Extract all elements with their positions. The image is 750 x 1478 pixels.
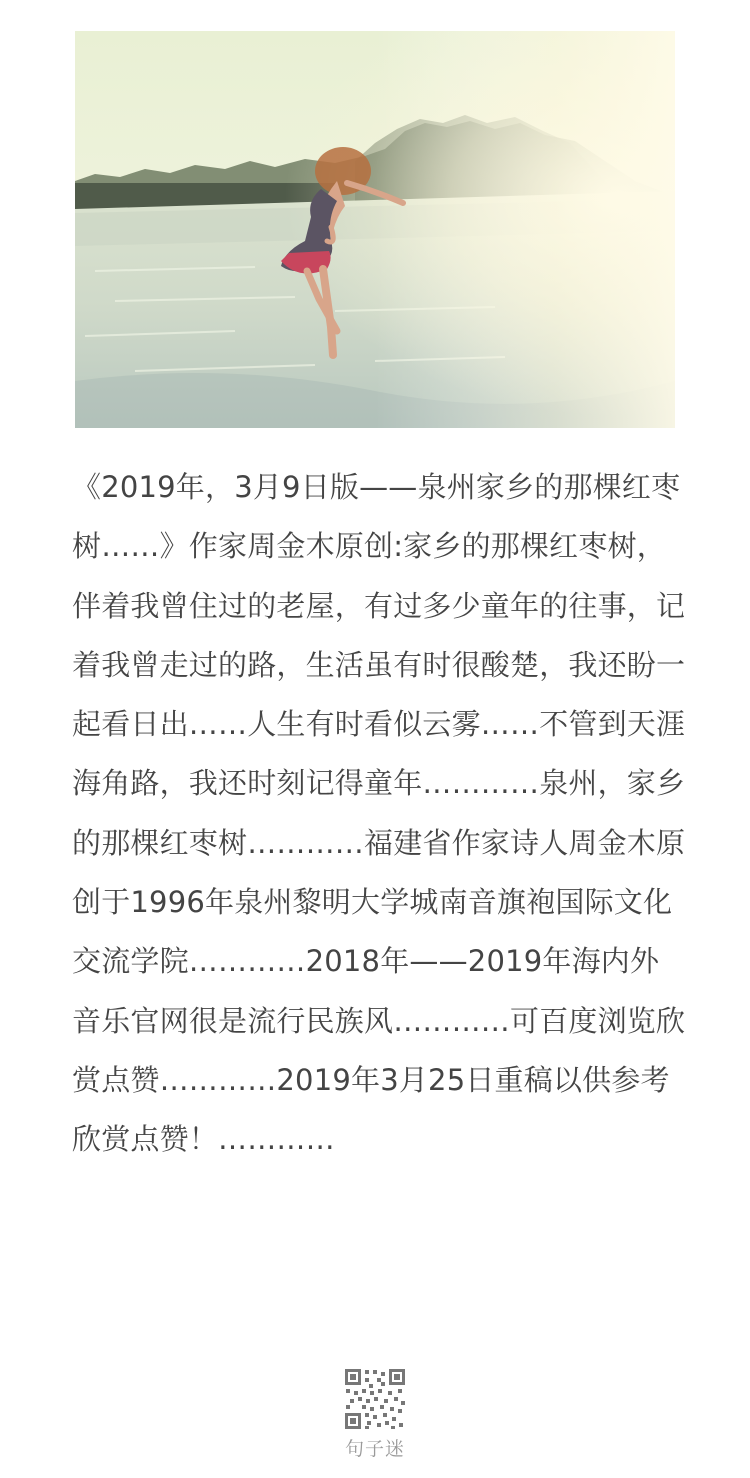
qr-code-icon[interactable] bbox=[344, 1368, 406, 1430]
quote-text: 《2019年，3月9日版——泉州家乡的那棵红枣树……》作家周金木原创:家乡的那棵红枣树，伴着我曾住过的老屋，有过多少童年的往事，记着我曾走过的路，生活虽有时很酸楚，我还盼一起看日出……人生有时看似云雾……不管到天涯海角路，我还时刻记得童年…………泉州，家乡的那棵红枣树…………福建省作家诗人周金木原创于1996年泉州黎明大学城南音旗袍国际文化交流学院…………2018年——2019年海内外音乐官网很是流行民族风…………可百度浏览欣赏点赞…………2019年3月25日重稿以供参考欣赏点赞！………… bbox=[72, 470, 686, 1157]
beach-jump-illustration bbox=[75, 31, 675, 428]
brand-name: 句子迷 bbox=[344, 1438, 405, 1460]
footer bbox=[0, 1368, 750, 1461]
hero-photo bbox=[75, 31, 675, 428]
